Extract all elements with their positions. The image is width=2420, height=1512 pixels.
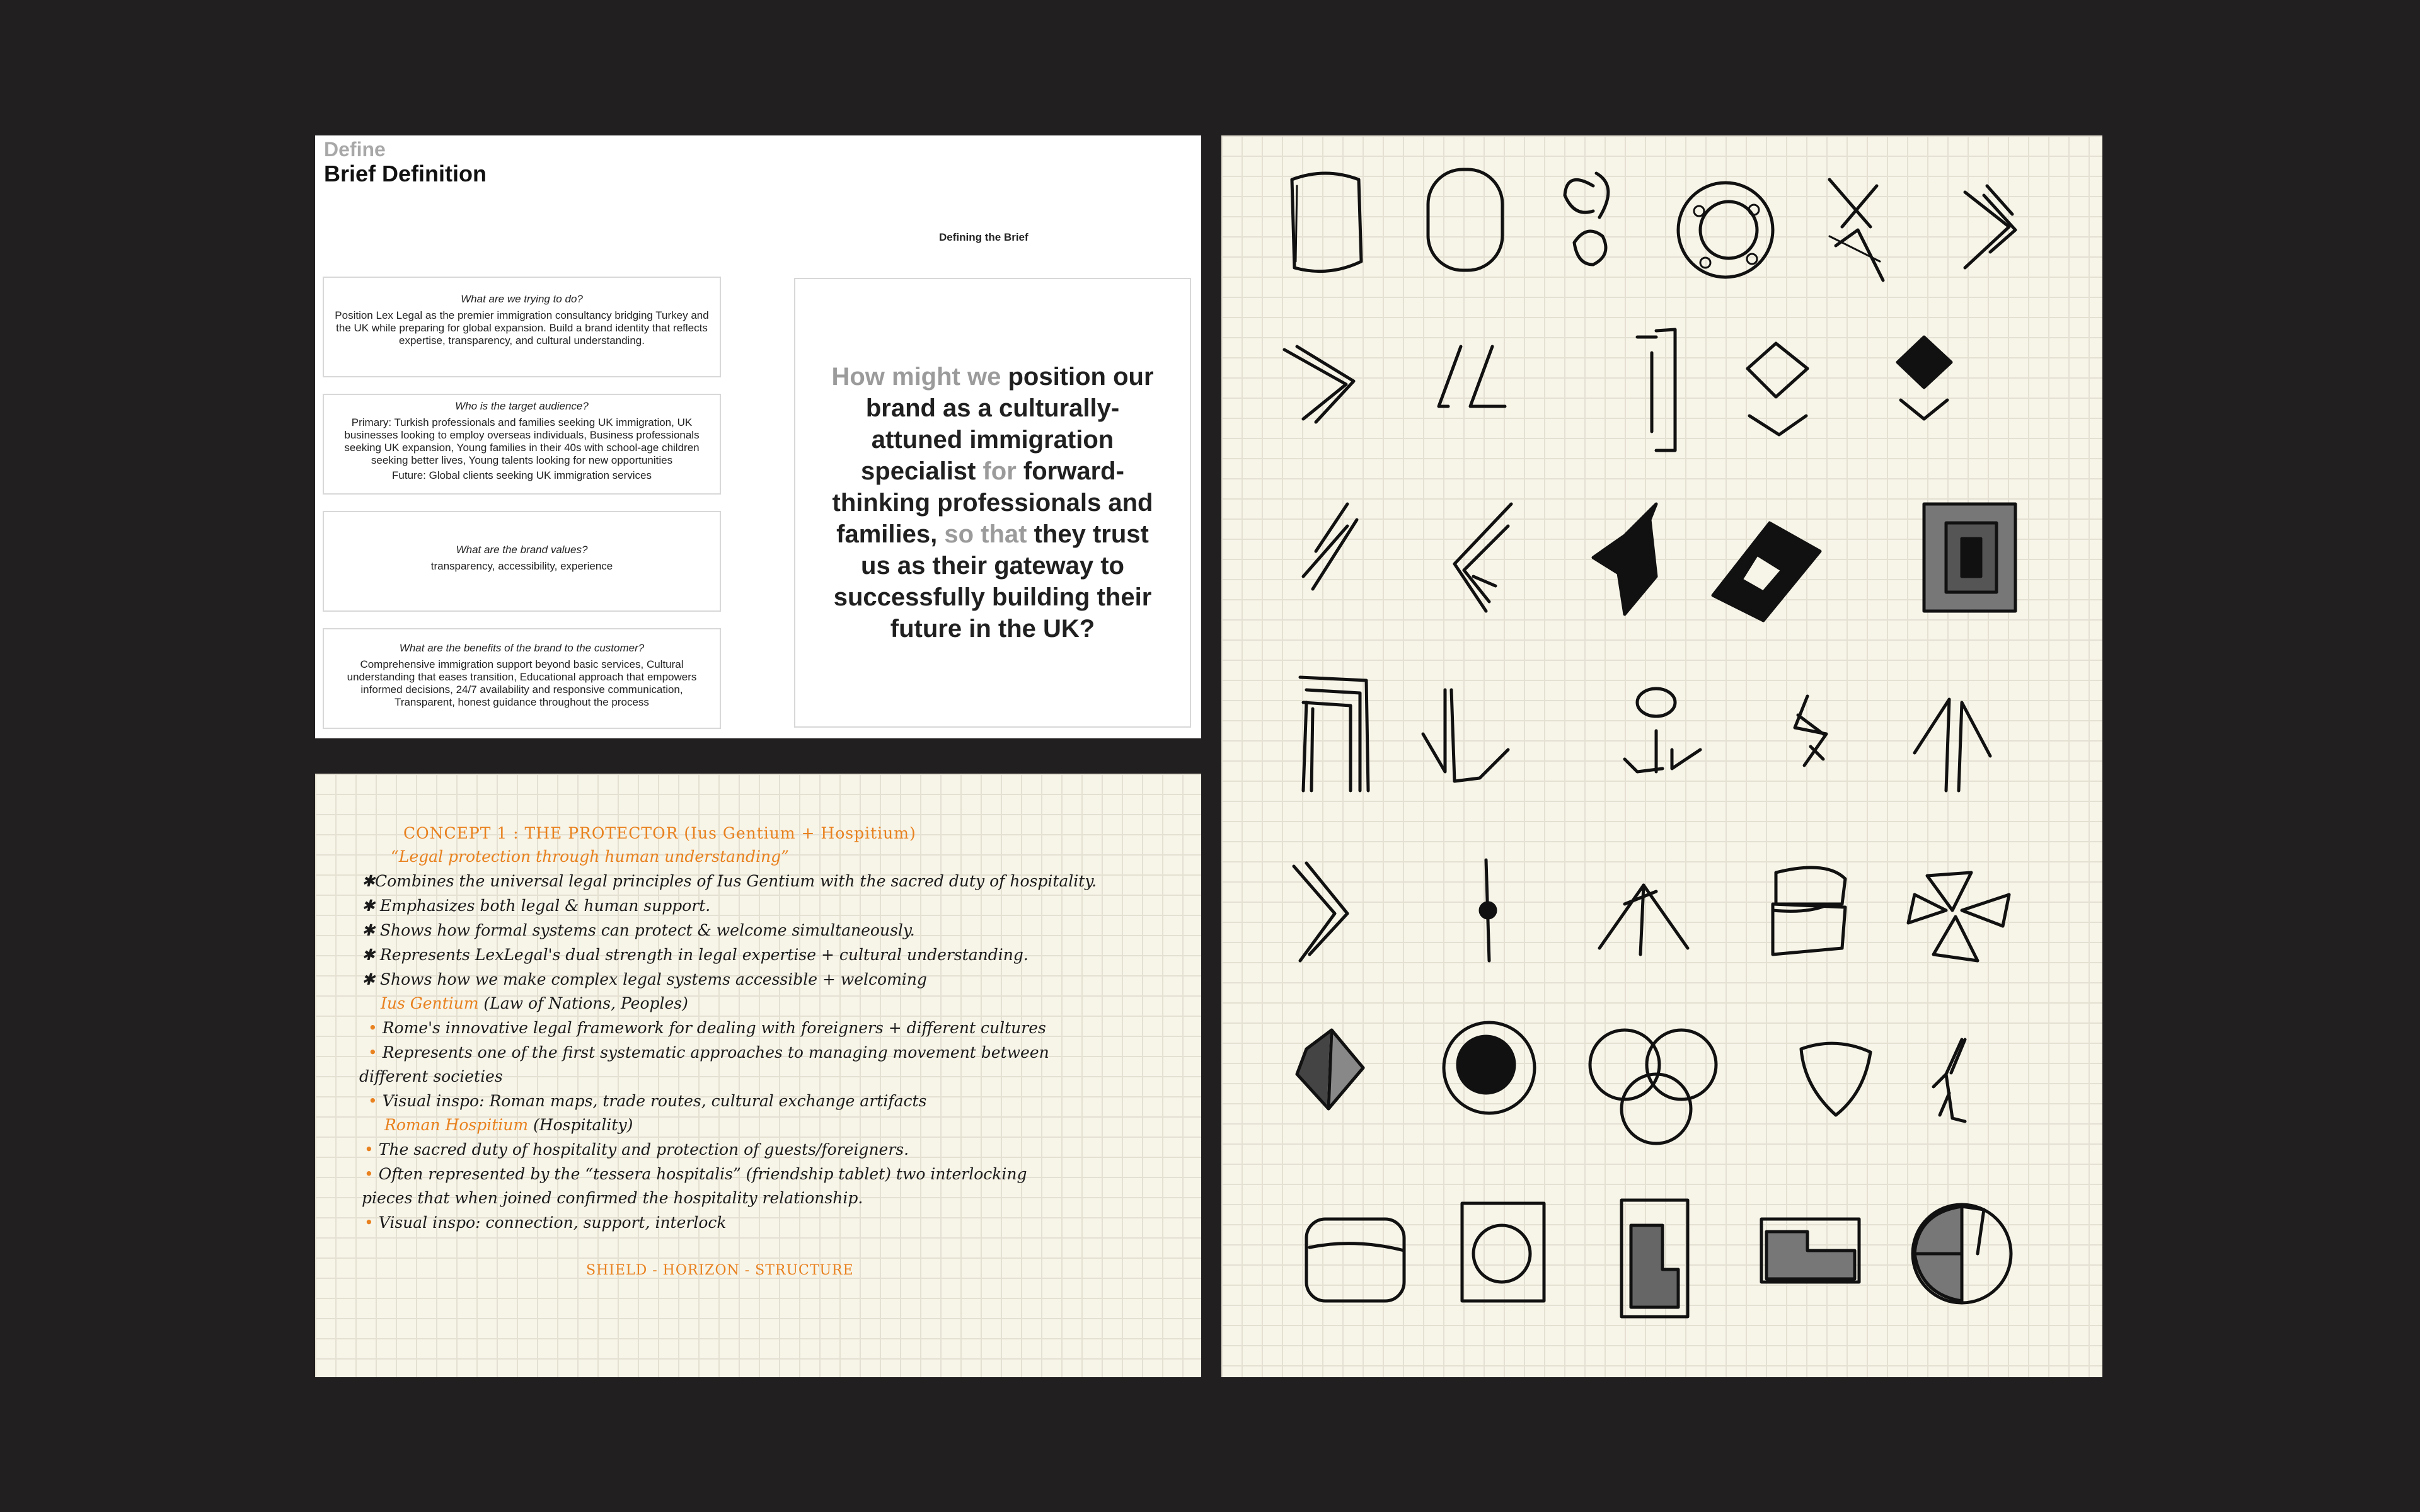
question-label: What are we trying to do? [461,293,583,305]
how-might-we-statement [794,278,1191,728]
bold-link-sketch [1713,523,1820,621]
section-kicker: Define [324,138,386,161]
nested-square-sketch [1924,504,2015,611]
question-card [323,628,721,729]
hmw-part: How might we [831,363,1001,391]
note-heading: Ius Gentium (Law of Nations, Peoples) [381,994,688,1012]
brief-panel [315,135,1201,738]
question-card [323,277,721,377]
star-icon: ✱ [362,970,375,988]
question-answer: transparency, accessibility, experience [430,560,613,572]
bullet-icon: • [364,1165,374,1183]
star-icon: ✱ [362,921,375,939]
crossing-chevrons-sketch [1829,180,1883,280]
note-line: • Often represented by the “tessera hospitalis” (friendship tablet) two interlocking [364,1165,1027,1183]
square-circle-sketch [1462,1203,1544,1301]
hmw-part: for [982,457,1017,485]
bracket-sketch [1637,329,1675,450]
question-answer: Position Lex Legal as the premier immigration consultancy bridging Turkey and the UK while preparing for global expansion. Build a brand identity that reflects expertise, transparency, and cultural understanding. [335,309,709,346]
twin-crescent-sketch [1565,173,1608,265]
concept-notes-panel [315,774,1201,1377]
symbol-sketches-panel [1221,135,2102,1377]
star-icon: ✱ [362,946,375,964]
interlock-block-sketch [1622,1200,1688,1317]
bullet-icon: • [364,1213,374,1232]
note-line: pieces that when joined confirmed the hospitality relationship. [362,1189,863,1207]
concept-title: CONCEPT 1 : THE PROTECTOR (Ius Gentium + Hospitium) [403,824,916,842]
note-line: ✱Combines the universal legal principles of Ius Gentium with the sacred duty of hospitality. [362,872,1097,890]
pin-line-sketch [1480,860,1495,961]
star-icon: ✱ [362,896,375,915]
sketch-grid [1221,135,2102,1377]
note-line: • Visual inspo: connection, support, interlock [364,1213,727,1232]
hatched-step-sketch [1761,1219,1859,1282]
note-heading: Roman Hospitium (Hospitality) [384,1116,633,1134]
capsule-sketch [1428,169,1502,270]
bullet-icon: • [368,1043,377,1062]
note-line: • Represents one of the first systematic approaches to managing movement between [368,1043,1049,1062]
stacked-bands-sketch [1773,868,1845,954]
arrow-fan-sketch [1599,885,1688,954]
bold-chevron-sketch [1593,504,1656,614]
shield-sketch [1801,1043,1870,1115]
parallel-slash-sketch [1439,346,1505,406]
hmw-part: they trust us as their gateway to successfully building their future in the UK? [833,520,1152,643]
ring-with-dots-sketch [1678,183,1773,277]
bullet-icon: • [368,1019,377,1037]
bullet-icon: • [368,1092,377,1110]
pyramid-sketch [1297,1030,1363,1109]
question-card [323,394,721,495]
question-label: What are the brand values? [456,544,588,556]
lightning-sketch [1795,696,1826,765]
note-line: ✱ Represents LexLegal's dual strength in legal expertise + cultural understanding. [362,946,1028,964]
double-slash-sketch [1303,504,1357,589]
question-answer-secondary: Future: Global clients seeking UK immigration services [392,469,652,481]
arch-shield-sketch [1292,173,1361,272]
question-answer: Comprehensive immigration support beyond basic services, Cultural understanding that eases transition, Educational approach that empowers informed decisions, 24/7 availability and responsive communication, Transparent, honest guidance throughout the process [347,658,697,708]
concept-tagline: “Legal protection through human understanding” [391,847,789,866]
double-chevron-sketch [1284,346,1354,422]
double-chevron-right-sketch [1965,186,2015,268]
angle-bracket-sketch [1455,504,1511,611]
segmented-circle-sketch [1913,1205,2011,1303]
note-line: ✱ Shows how we make complex legal systems accessible + welcoming [362,970,927,988]
filled-diamond-sketch [1898,337,1951,419]
note-line: different societies [359,1067,503,1085]
hmw-part: forward-thinking professionals and families, [832,457,1153,548]
page-title: Brief Definition [324,161,487,186]
question-card [323,511,721,612]
branch-sketch [1933,1040,1965,1121]
gate-sketch [1300,677,1368,791]
up-arrow-sketch [1915,699,1990,791]
question-label: Who is the target audience? [455,400,589,412]
note-line: ✱ Shows how formal systems can protect & welcome simultaneously. [362,921,915,939]
petal-star-sketch [1908,873,2009,961]
concept-keywords: SHIELD - HORIZON - STRUCTURE [586,1263,854,1278]
note-line: • Visual inspo: Roman maps, trade routes, cultural exchange artifacts [368,1092,927,1110]
diamond-over-chevron-sketch [1748,343,1807,435]
tablet-sketch [1306,1219,1404,1301]
question-answer: Primary: Turkish professionals and families seeking UK immigration, UK businesses looking to employ overseas individuals, Business professionals seeking UK expansion, Young families in their 40s with school-age children seeking better lives, Young talents looking for new opportunities [344,416,700,466]
question-label: What are the benefits of the brand to the customer? [399,642,645,654]
venn-sketch [1590,1030,1716,1143]
note-line: ✱ Emphasizes both legal & human support. [362,896,711,915]
target-circle-sketch [1444,1022,1535,1113]
note-line: • The sacred duty of hospitality and protection of guests/foreigners. [364,1140,909,1159]
bullet-icon: • [364,1140,374,1159]
star-icon: ✱ [362,872,375,890]
down-arrow-sketch [1423,690,1508,781]
brief-subtitle: Defining the Brief [939,231,1028,243]
hmw-part: position our brand as a culturally-attuned immigration specialist [861,363,1154,485]
note-line: • Rome's innovative legal framework for dealing with foreigners + different cultures [368,1019,1046,1037]
anchor-ring-sketch [1625,689,1700,772]
chevron-right-sketch [1294,863,1347,961]
hmw-part: so that [944,520,1027,548]
